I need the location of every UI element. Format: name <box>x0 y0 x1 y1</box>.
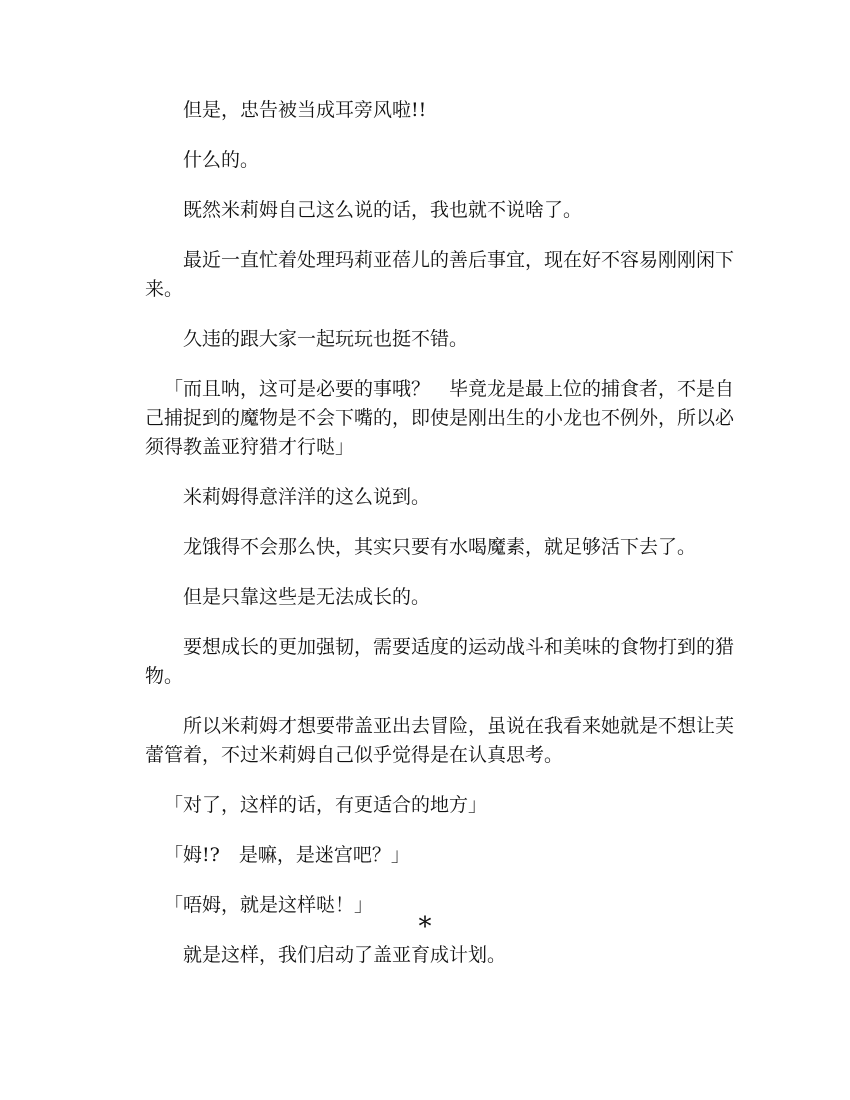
paragraph: 最近一直忙着处理玛莉亚蓓儿的善后事宜，现在好不容易刚刚闲下来。 <box>145 249 735 300</box>
paragraph: 要想成长的更加强韧，需要适度的运动战斗和美味的食物打到的猎物。 <box>145 636 735 687</box>
paragraph: 就是这样，我们启动了盖亚育成计划。 <box>183 944 507 966</box>
paragraph: 所以米莉姆才想要带盖亚出去冒险，虽说在我看来她就是不想让芙蕾管着，不过米莉姆自己似乎觉得是在认真思考。 <box>145 715 735 766</box>
paragraph: 既然米莉姆自己这么说的话，我也就不说啥了。 <box>183 199 583 221</box>
paragraph: 但是只靠这些是无法成长的。 <box>183 586 431 608</box>
section-separator: * <box>418 912 432 942</box>
paragraph: 但是，忠告被当成耳旁风啦!! <box>183 99 427 121</box>
dialogue-paragraph: 「姆!? 是嘛，是迷宫吧？」 <box>164 844 410 866</box>
paragraph: 什么的。 <box>183 149 260 171</box>
paragraph: 久违的跟大家一起玩玩也挺不错。 <box>183 328 469 350</box>
paragraph: 米莉姆得意洋洋的这么说到。 <box>183 486 431 508</box>
dialogue-paragraph: 「对了，这样的话，有更适合的地方」 <box>164 794 488 816</box>
text-body <box>145 96 750 991</box>
dialogue-paragraph: 「唔姆，就是这样哒！」 <box>164 894 374 916</box>
dialogue-paragraph: 「而且呐，这可是必要的事哦？ 毕竟龙是最上位的捕食者，不是自己捕捉到的魔物是不会下嘴的，即使是刚出生的小龙也不例外，所以必须得教盖亚狩猎才行哒」 <box>145 378 735 458</box>
paragraph: 龙饿得不会那么快，其实只要有水喝魔素，就足够活下去了。 <box>183 536 697 558</box>
